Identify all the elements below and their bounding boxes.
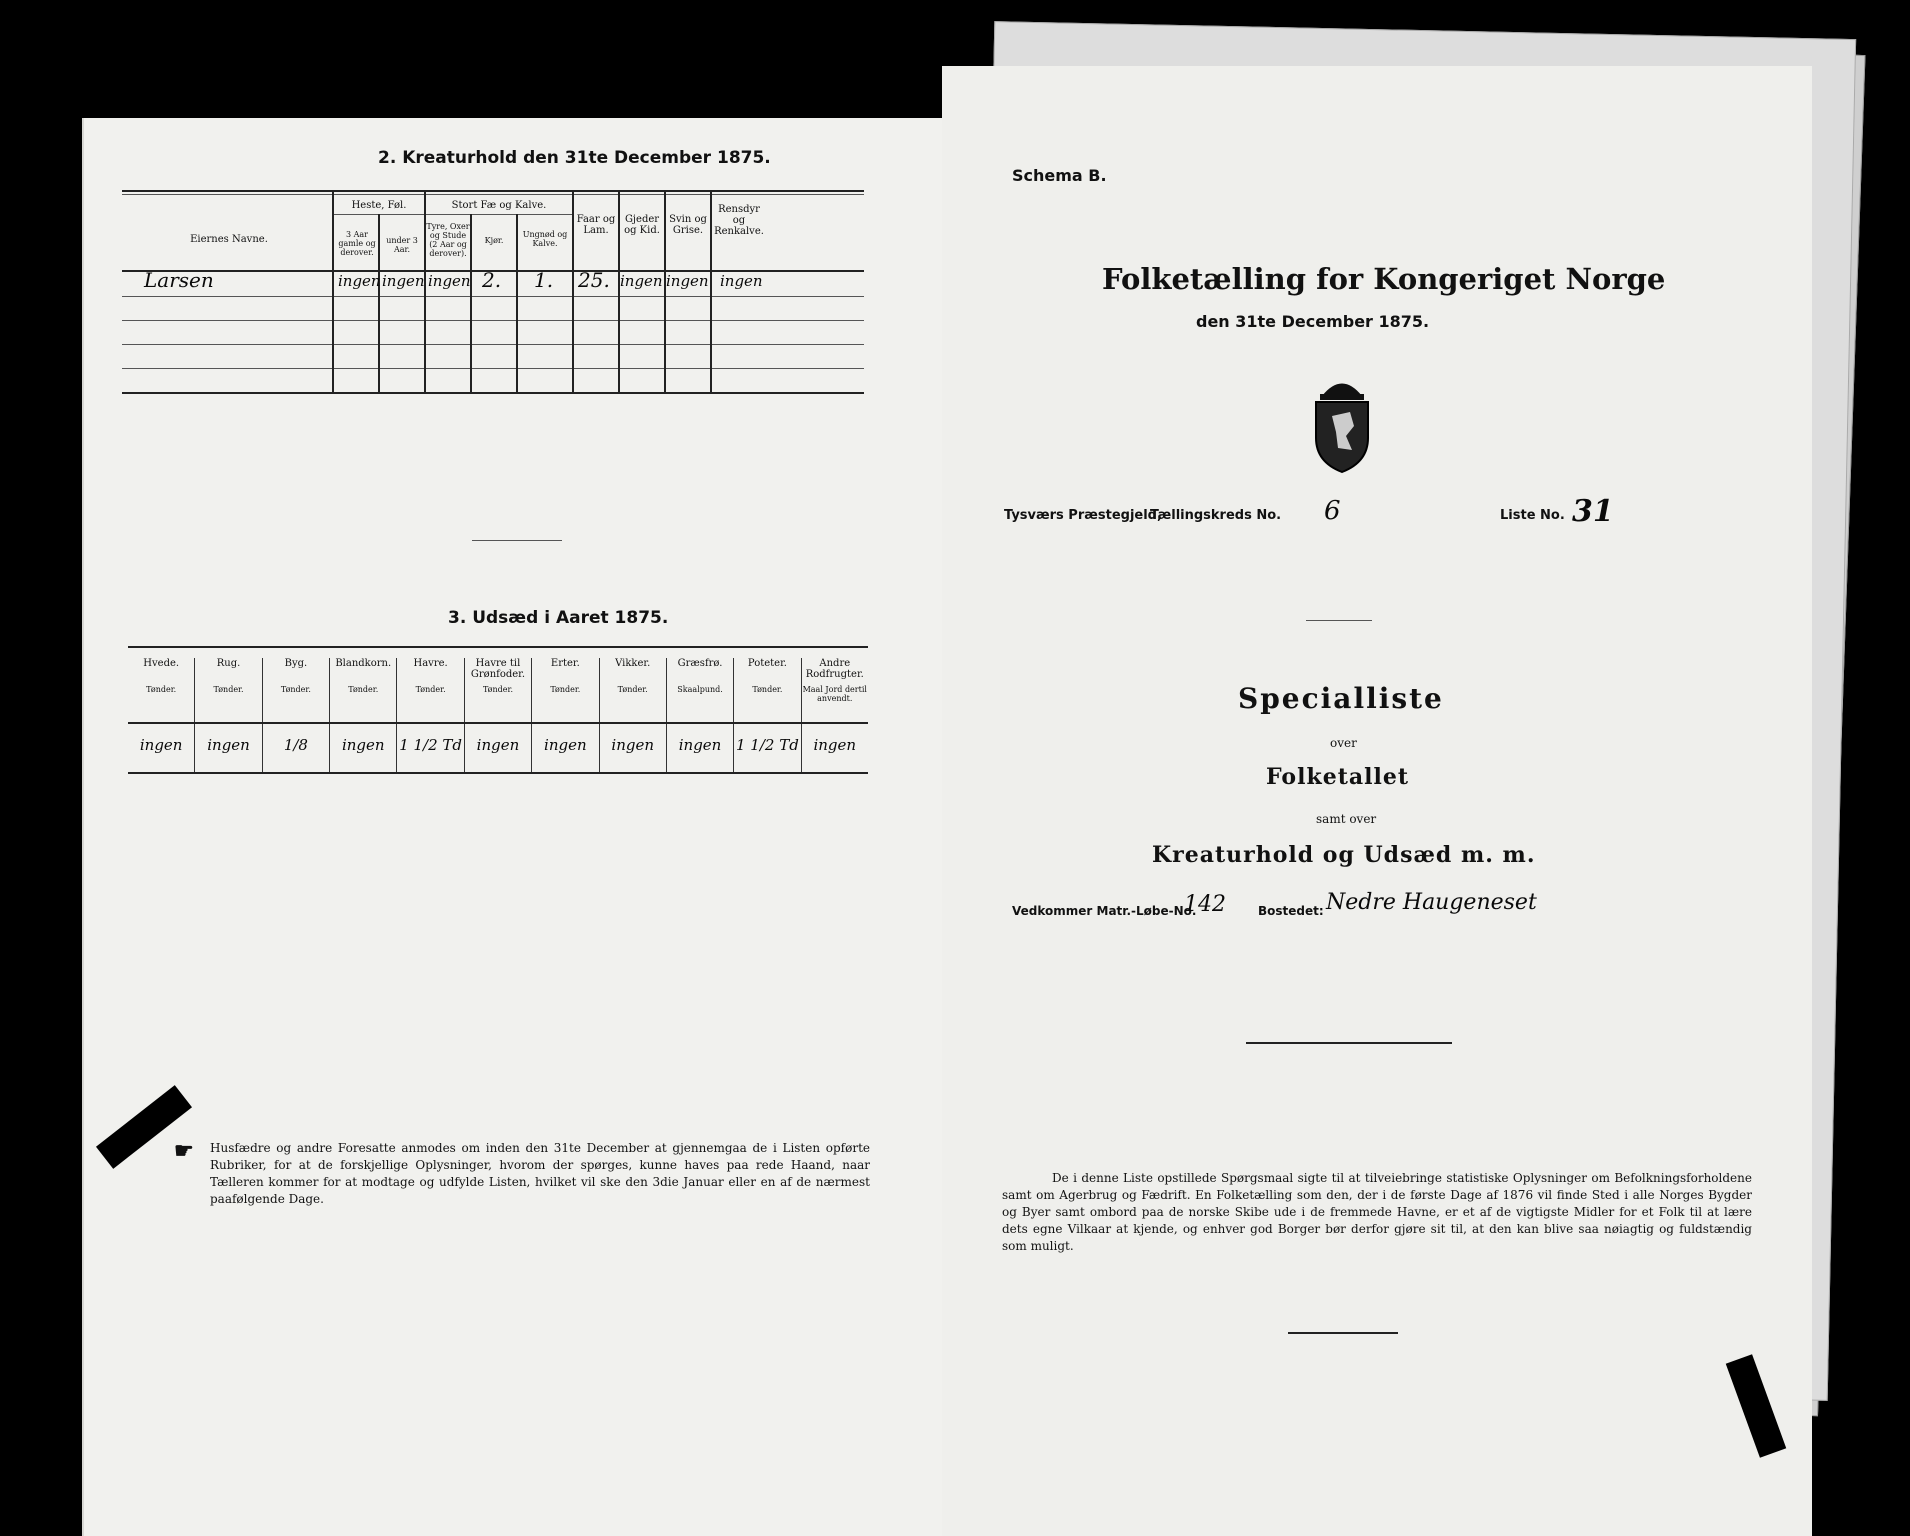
t3-col: [263, 658, 330, 722]
bosted-value: Nedre Haugeneset: [1326, 890, 1537, 915]
t3-value: ingen: [532, 724, 599, 772]
intro-paragraph: De i denne Liste opstillede Spørgsmaal sigte til at tilveiebringe statistiske Oplysninger om Befolkningsforholdene samt om Agerbrug og Fædrift. En Folketælling som den, der i de første Dage af 1876 vil finde Sted i alle Norges Bygder og Byer samt ombord paa de norske Skibe ude i de fremmede Havne, er et af de vigtigste Midler for et Folk til at lære dets egne Vilkaar at kjende, og enhver god Borger bør derfor gjøre sit til, at den kan blive saa nøiagtig og fuldstændig som muligt.: [1002, 1171, 1752, 1253]
table2-bottom-rule: [122, 392, 864, 394]
kreaturhold-text: Kreaturhold og Udsæd m. m.: [1152, 842, 1536, 868]
t3-value: ingen: [330, 724, 397, 772]
t3-col: [397, 658, 464, 722]
table2-top-rule-2: [122, 194, 864, 195]
header-stort-a: Tyre, Oxer og Stude (2 Aar og derover).: [426, 222, 470, 258]
matr-value: 142: [1184, 892, 1226, 917]
t3-header: Havre.: [413, 658, 448, 669]
t3-header: Poteter.: [747, 658, 787, 669]
t3-unit: Tønder.: [213, 685, 244, 694]
t3-col: [667, 658, 734, 722]
over-text: over: [1330, 736, 1357, 750]
t3-header: Vikker.: [615, 658, 651, 669]
stort-sub-rule: [426, 214, 572, 215]
t3-col: [195, 658, 262, 722]
folketallet-text: Folketallet: [1266, 764, 1409, 790]
t3-unit: Tønder.: [550, 685, 581, 694]
header-stort-c: Ungnød og Kalve.: [522, 230, 568, 248]
t3-unit: Tønder.: [146, 685, 177, 694]
t3-unit: Tønder.: [482, 685, 513, 694]
t3-value: ingen: [600, 724, 667, 772]
t3-unit: Tønder.: [617, 685, 648, 694]
table3-top-rule: [128, 646, 868, 648]
table2-row-line: [122, 296, 864, 297]
table3-header-row: [128, 658, 868, 722]
header-gjeder: Gjeder og Kid.: [624, 214, 660, 236]
prestegjeld-label: Tysværs Præstegjeld,: [1004, 508, 1162, 523]
t3-col: [600, 658, 667, 722]
krets-value: 6: [1324, 496, 1341, 526]
value-rensdyr: ingen: [720, 272, 763, 290]
samt-over-text: samt over: [1316, 812, 1377, 826]
header-svin: Svin og Grise.: [669, 214, 707, 236]
value-ungnod: 1.: [534, 268, 554, 292]
right-page: [942, 66, 1812, 1536]
header-heste-a: 3 Aar gamle og derover.: [338, 230, 376, 257]
t3-header: Hvede.: [143, 658, 180, 669]
value-stort-a: ingen: [428, 272, 471, 290]
header-stort-b: Kjør.: [484, 236, 504, 245]
value-heste-a: ingen: [338, 272, 381, 290]
t3-col: [532, 658, 599, 722]
value-kjor: 2.: [482, 268, 502, 292]
t3-unit: Tønder.: [280, 685, 311, 694]
t3-header: Byg.: [284, 658, 308, 669]
t3-value: ingen: [813, 736, 857, 754]
coat-of-arms-icon: [1302, 366, 1382, 476]
schema-label: Schema B.: [1012, 166, 1107, 185]
table3-value-row: [128, 724, 868, 772]
table2-row-line: [122, 344, 864, 345]
separator: [1246, 1042, 1452, 1044]
t3-value: 1 1/2 Td: [734, 724, 801, 772]
t3-header: Rug.: [216, 658, 241, 669]
t3-header: Græsfrø.: [677, 658, 723, 669]
header-rensdyr: Rensdyr og Renkalve.: [714, 204, 764, 237]
t3-value: ingen: [195, 724, 262, 772]
notice-text: Husfædre og andre Foresatte anmodes om inden den 31te December at gjennemgaa de i Listen opførte Rubriker, for at de forskjellige Oplysninger, hvorom der spørges, kunne haves paa rede Haand, naar Tælleren kommer for at modtage og udfylde Listen, hvilket vil ske den 3die Januar eller en af de nærmest paafølgende Dage.: [210, 1141, 870, 1206]
t3-header: Havre til Grønfoder.: [470, 658, 526, 680]
value-gjeder: ingen: [620, 272, 663, 290]
t3-unit: Tønder.: [348, 685, 379, 694]
owner-name: Larsen: [144, 268, 214, 292]
header-eier: Eiernes Navne.: [190, 234, 268, 245]
header-heste: Heste, Føl.: [351, 200, 407, 211]
section2-title: 2. Kreaturhold den 31te December 1875.: [378, 148, 771, 168]
separator: [472, 540, 562, 541]
section3-title: 3. Udsæd i Aaret 1875.: [448, 608, 669, 628]
t3-unit: Tønder.: [415, 685, 446, 694]
t3-value: ingen: [128, 724, 195, 772]
t3-header: Erter.: [550, 658, 580, 669]
table2-row-line: [122, 320, 864, 321]
table2-row-line: [122, 368, 864, 369]
census-date: den 31te December 1875.: [1196, 312, 1430, 331]
bosted-label: Bostedet:: [1258, 904, 1324, 918]
t3-unit: Skaalpund.: [677, 685, 723, 694]
t3-value: 1/8: [263, 724, 330, 772]
header-faar: Faar og Lam.: [576, 214, 616, 236]
t3-unit: Tønder.: [752, 685, 783, 694]
t3-header: Andre Rodfrugter.: [805, 658, 864, 680]
left-page: [82, 118, 942, 1536]
header-stort: Stort Fæ og Kalve.: [451, 200, 547, 211]
t3-value: 1 1/2 Td: [397, 724, 464, 772]
separator: [1306, 620, 1372, 621]
t3-value: ingen: [465, 724, 532, 772]
liste-label: Liste No.: [1500, 508, 1565, 523]
table3-bottom-rule: [128, 772, 868, 774]
specialliste-title: Specialliste: [1238, 682, 1444, 715]
col-rule: [332, 192, 334, 394]
value-heste-b: ingen: [382, 272, 425, 290]
separator: [1288, 1332, 1398, 1334]
t3-col: [734, 658, 801, 722]
t3-header: Blandkorn.: [335, 658, 392, 669]
table2-top-rule: [122, 190, 864, 192]
t3-unit: Maal Jord dertil anvendt.: [802, 685, 867, 703]
main-title: Folketælling for Kongeriget Norge: [1102, 262, 1666, 296]
pointer-marker-right: [1726, 1354, 1787, 1458]
t3-value: ingen: [667, 724, 734, 772]
krets-label: Tællingskreds No.: [1150, 508, 1282, 523]
header-heste-b: under 3 Aar.: [386, 236, 418, 254]
t3-col: [802, 658, 868, 722]
value-svin: ingen: [666, 272, 709, 290]
pointing-hand-icon: ☛: [174, 1138, 194, 1164]
t3-col: [330, 658, 397, 722]
t3-col: [465, 658, 532, 722]
value-faar: 25.: [578, 268, 610, 292]
liste-value: 31: [1572, 494, 1614, 529]
matr-label: Vedkommer Matr.-Løbe-No.: [1012, 904, 1197, 918]
t3-col: [128, 658, 195, 722]
